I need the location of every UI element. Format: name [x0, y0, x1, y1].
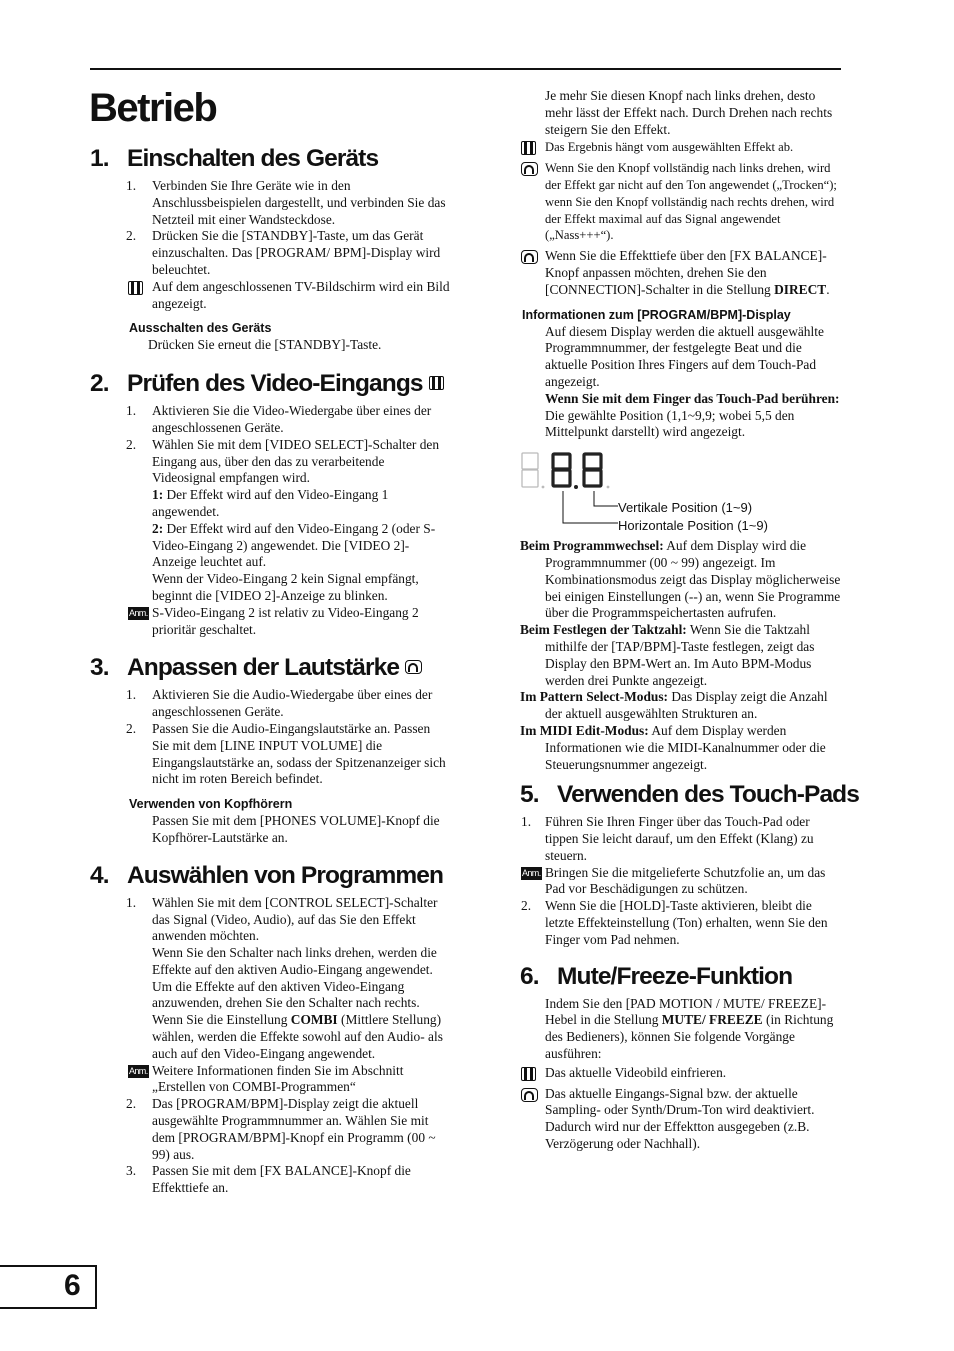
option-1: 1: Der Effekt wird auf den Video-Eingang 1 angewendet.: [152, 487, 389, 519]
headphones-icon: [521, 250, 538, 264]
anm-icon: Anm.: [522, 867, 541, 878]
definition: Im Pattern Select-Modus: Das Display zeigt die Anzahl der aktuell ausgewählten Strukturen an.: [520, 689, 828, 722]
audio-note: Wenn Sie die Effekttiefe über den [FX BALANCE]-Knopf anpassen möchten, drehen Sie den [CONNECTION]-Schalter in die Stellung DIRECT.: [520, 248, 844, 298]
digit-8: [553, 454, 570, 486]
seven-segment-digits: [520, 451, 620, 491]
paragraph: Je mehr Sie diesen Knopf nach links drehen, desto mehr lässt der Effekt nach. Durch Drehen nach rechts steigern Sie den Effekt.: [545, 88, 833, 137]
decimal-point: [542, 486, 545, 489]
option-2: 2: Der Effekt wird auf den Video-Eingang 2 (oder S-Video-Eingang 2) angewendet. Die [VIDEO 2]-Anzeige leuchtet auf.: [152, 520, 436, 570]
list-item: 2. Das [PROGRAM/BPM]-Display zeigt die aktuell ausgewählte Programmnummer an. Wählen Sie mit dem [PROGRAM/BPM]-Knopf ein Programm (00 ~ 99) aus.: [126, 1096, 436, 1162]
section-number: 5.: [520, 781, 539, 809]
vertical-position-label: Vertikale Position (1~9): [618, 500, 753, 516]
paragraph: Passen Sie mit dem [PHONES VOLUME]-Knopf die Kopfhörer-Lautstärke an.: [152, 813, 440, 845]
anm-icon: Anm.: [129, 607, 148, 618]
headphones-icon: [521, 162, 538, 176]
list-item: 2. Wählen Sie mit dem [VIDEO SELECT]-Schalter den Eingang aus, über den das zu verarbeitende Videosignal empfangen wird.: [126, 436, 440, 486]
list-item: 2. Drücken Sie die [STANDBY]-Taste, um das Gerät einzuschalten. Das [PROGRAM/ BPM]-Display wird beleuchtet.: [126, 228, 441, 277]
audio-note: Das aktuelle Eingangs-Signal bzw. der aktuelle Sampling- oder Synth/Drum-Ton wird deaktiviert. Dadurch wird nur der Effektton ausgegeben (z.B. Verzögerung oder Nachhall).: [520, 1086, 844, 1153]
top-rule: [90, 68, 841, 70]
video-icon: [128, 281, 143, 295]
paragraph: Wenn Sie den Schalter nach links drehen, werden die Effekte auf den aktiven Audio-Eingang angewendet. Um die Effekte auf den aktiven Video-Eingang anzuwenden, drehen Sie den Schalter nach rechts. Wenn Sie die Einstellung COMBI (Mittlere Stellung) wählen, werden die Effekte sowohl auf den Audio- als auch auf den Video-Eingang angewendet.: [152, 945, 443, 1061]
decimal-point: [607, 486, 610, 489]
video-icon: [521, 1067, 536, 1081]
section-number: 3.: [90, 654, 109, 682]
left-column: [90, 144, 450, 1197]
section-1-heading: [90, 144, 450, 174]
video-icon: [429, 376, 444, 390]
definition: Beim Programmwechsel: Auf dem Display wird die Programmnummer (00 ~ 99) angezeigt. Im Kombinationsmodus zeigt das Display möglicherweise bei einigen Einstellungen (--) an, wenn Sie Programme über die Programmspeichertasten aufrufen.: [520, 538, 841, 621]
subheading: Informationen zum [PROGRAM/BPM]-Display: [522, 307, 791, 322]
horizontal-position-label: Horizontale Position (1~9): [618, 518, 768, 534]
definition: Im MIDI Edit-Modus: Auf dem Display werden Informationen wie die MIDI-Kanalnummer oder die Steuerungsnummer angezeigt.: [520, 722, 826, 772]
list-item: 3. Passen Sie mit dem [FX BALANCE]-Knopf die Effekttiefe an.: [126, 1163, 411, 1196]
video-note: Das Ergebnis hängt vom ausgewählten Effekt ab.: [520, 139, 844, 156]
section-number: 2.: [90, 370, 109, 398]
headphones-icon: [521, 1088, 538, 1102]
anm-note: Anm. S-Video-Eingang 2 ist relativ zu Video-Eingang 2 prioritär geschaltet.: [129, 604, 419, 637]
section-title: Verwenden des Touch-Pads: [557, 781, 859, 809]
paragraph: Wenn Sie mit dem Finger das Touch-Pad berühren: Die gewählte Position (1,1~9,9; wobei 5,5 den Mittelpunkt darstellt) wird angezeigt.: [545, 390, 840, 440]
section-title: Prüfen des Video-Eingangs: [127, 370, 423, 398]
audio-note: Wenn Sie den Knopf vollständig nach links drehen, wird der Effekt gar nicht auf den Ton angewendet („Trocken“); wenn Sie den Knopf vollständig nach rechts drehen, wird der Effekt maximal auf das Signal angewendet („Nass+++“).: [520, 160, 844, 244]
section-title: Anpassen der Lautstärke: [127, 654, 400, 682]
section-number: 6.: [520, 962, 539, 990]
anm-icon: Anm.: [129, 1065, 148, 1076]
list-item: 2. Passen Sie die Audio-Eingangslautstärke an. Passen Sie mit dem [LINE INPUT VOLUME] die Eingangslautstärke an, sodass der Spitzenanzeiger sich nicht im roten Bereich befindet.: [126, 720, 446, 787]
section-5-heading: [520, 780, 859, 810]
video-note: Das aktuelle Videobild einfrieren.: [520, 1065, 844, 1082]
headphones-icon: [405, 660, 422, 674]
section-number: 4.: [90, 861, 109, 889]
anm-note: Anm. Weitere Informationen finden Sie im Abschnitt „Erstellen von COMBI-Programmen“: [129, 1062, 404, 1095]
list-item: 1. Aktivieren Sie die Video-Wiedergabe über eines der angeschlossenen Geräte.: [126, 403, 432, 435]
seven-segment-display-illustration: [520, 451, 844, 534]
video-note: Auf dem angeschlossenen TV-Bildschirm wird ein Bild angezeigt.: [90, 279, 450, 313]
anm-note: Anm. Bringen Sie die mitgelieferte Schutzfolie an, um das Pad vor Beschädigungen zu schützen.: [522, 864, 826, 897]
section-4-heading: [90, 861, 450, 891]
paragraph: Auf diesem Display werden die aktuell ausgewählte Programmnummer, der festgelegte Beat und die aktuelle Position Ihres Fingers auf dem Touch-Pad angezeigt.: [545, 323, 824, 389]
page-title: Betrieb: [89, 86, 217, 130]
page-number: 6: [64, 1269, 81, 1302]
list-item: 1. Aktivieren Sie die Audio-Wiedergabe über eines der angeschlossenen Geräte.: [126, 687, 433, 720]
section-3-heading: [90, 653, 450, 683]
right-column: [520, 88, 859, 1153]
subheading: Ausschalten des Geräts: [129, 321, 272, 336]
list-item: 1. Verbinden Sie Ihre Geräte wie in den Anschlussbeispielen dargestellt, und verbinden Sie das Netzteil mit einer Wandsteckdose.: [126, 178, 446, 227]
section-title: Auswählen von Programmen: [127, 861, 444, 889]
video-icon: [521, 141, 536, 155]
leader-lines: [560, 489, 620, 531]
subheading: Verwenden von Kopfhörern: [129, 797, 293, 812]
section-number: 1.: [90, 145, 109, 172]
section-6-heading: [520, 962, 844, 992]
paragraph: Drücken Sie erneut die [STANDBY]-Taste.: [148, 337, 382, 353]
digit-placeholder: [522, 453, 538, 487]
list-item: 1. Wählen Sie mit dem [CONTROL SELECT]-Schalter das Signal (Video, Audio), auf das Sie den Effekt anwenden möchten.: [126, 894, 438, 944]
definition: Beim Festlegen der Taktzahl: Wenn Sie die Taktzahl mithilfe der [TAP/BPM]-Taste festlegen, zeigt das Display den BPM-Wert an. Im Auto BPM-Modus werden drei Punkte angezeigt.: [520, 622, 815, 688]
list-item: 1. Führen Sie Ihren Finger über das Touch-Pad oder tippen Sie leicht darauf, um den Effekt (Klang) zu steuern.: [521, 814, 814, 863]
section-title: Einschalten des Geräts: [127, 145, 379, 172]
paragraph: Wenn der Video-Eingang 2 kein Signal empfängt, beginnt die [VIDEO 2]-Anzeige zu blinken.: [152, 571, 419, 603]
section-title: Mute/Freeze-Funktion: [557, 962, 793, 990]
section-2-heading: [90, 369, 450, 399]
list-item: 2. Wenn Sie die [HOLD]-Taste aktivieren, bleibt die letzte Effekteinstellung (Ton) erhalten, wenn Sie den Finger vom Pad nehmen.: [521, 898, 828, 947]
paragraph: Indem Sie den [PAD MOTION / MUTE/ FREEZE]-Hebel in die Stellung MUTE/ FREEZE (in Richtung des Bedieners), können Sie folgende Vorgänge ausführen:: [545, 995, 834, 1062]
digit-8: [584, 454, 601, 486]
page-number-box: [0, 1265, 97, 1309]
